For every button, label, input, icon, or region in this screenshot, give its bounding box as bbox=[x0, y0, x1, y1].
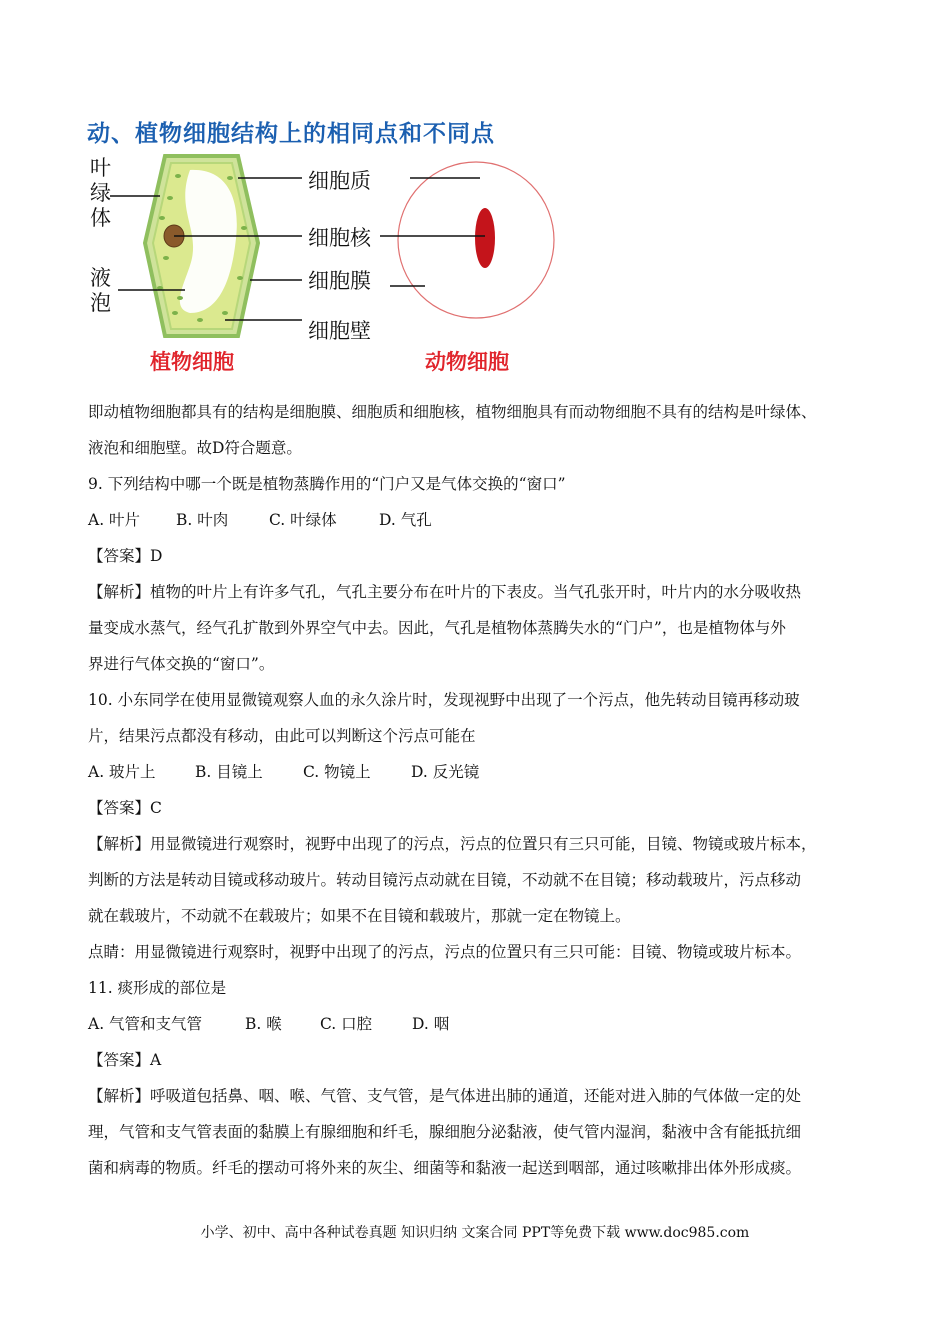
label-vacuole-2: 泡 bbox=[90, 291, 111, 315]
caption-animal-cell: 动物细胞 bbox=[425, 350, 509, 374]
label-nucleus: 细胞核 bbox=[308, 226, 371, 250]
q11-option-b: B. 喉 bbox=[245, 1015, 282, 1033]
caption-plant-cell: 植物细胞 bbox=[150, 350, 234, 374]
q9-stem: 9. 下列结构中哪一个既是植物蒸腾作用的“门户又是气体交换的“窗口” bbox=[88, 475, 566, 493]
intro-line-1: 即动植物细胞都具有的结构是细胞膜、细胞质和细胞核，植物细胞具有而动物细胞不具有的结构是叶绿体、 bbox=[88, 403, 817, 421]
q10-tip: 点睛：用显微镜进行观察时，视野中出现了的污点，污点的位置只有三只可能：目镜、物镜或玻片标本。 bbox=[88, 943, 802, 961]
q9-answer: 【答案】D bbox=[88, 547, 163, 565]
label-membrane: 细胞膜 bbox=[308, 269, 371, 293]
q9-analysis-1: 【解析】植物的叶片上有许多气孔，气孔主要分布在叶片的下表皮。当气孔张开时，叶片内的水分吸收热 bbox=[88, 583, 802, 601]
q11-analysis-3: 菌和病毒的物质。纤毛的摆动可将外来的灰尘、细菌等和黏液一起送到咽部，通过咳嗽排出体外形成痰。 bbox=[88, 1159, 802, 1177]
label-chloroplast-2: 绿 bbox=[90, 181, 111, 205]
q10-option-d: D. 反光镜 bbox=[411, 763, 480, 781]
q11-option-c: C. 口腔 bbox=[320, 1015, 373, 1033]
q10-analysis-1: 【解析】用显微镜进行观察时，视野中出现了的污点，污点的位置只有三只可能，目镜、物镜或玻片标本， bbox=[88, 835, 817, 853]
cell-comparison-figure bbox=[80, 108, 580, 383]
animal-nucleus bbox=[475, 208, 495, 268]
q11-analysis-1: 【解析】呼吸道包括鼻、咽、喉、气管、支气管，是气体进出肺的通道，还能对进入肺的气体做一定的处 bbox=[88, 1087, 802, 1105]
q9-analysis-2: 量变成水蒸气，经气孔扩散到外界空气中去。因此，气孔是植物体蒸腾失水的“门户”，也是植物体与外 bbox=[88, 619, 786, 637]
q10-option-c: C. 物镜上 bbox=[303, 763, 371, 781]
label-chloroplast bbox=[90, 156, 111, 231]
label-chloroplast-1: 叶 bbox=[90, 156, 111, 180]
q9-option-d: D. 气孔 bbox=[379, 511, 432, 529]
q10-stem-1: 10. 小东同学在使用显微镜观察人血的永久涂片时，发现视野中出现了一个污点，他先转动目镜再移动玻 bbox=[88, 691, 800, 709]
q10-analysis-2: 判断的方法是转动目镜或移动玻片。转动目镜污点动就在目镜，不动就不在目镜；移动载玻片，污点移动 bbox=[88, 871, 802, 889]
q10-option-b: B. 目镜上 bbox=[195, 763, 263, 781]
q11-analysis-2: 理，气管和支气管表面的黏膜上有腺细胞和纤毛，腺细胞分泌黏液，使气管内湿润，黏液中含有能抵抗细 bbox=[88, 1123, 802, 1141]
q10-options bbox=[88, 762, 878, 782]
q9-option-b: B. 叶肉 bbox=[176, 511, 229, 529]
label-vacuole bbox=[90, 266, 111, 316]
label-cytoplasm: 细胞质 bbox=[308, 169, 371, 193]
document-body bbox=[88, 402, 878, 1194]
label-wall: 细胞壁 bbox=[308, 319, 371, 343]
figure-title: 动、植物细胞结构上的相同点和不同点 bbox=[87, 121, 495, 147]
q11-option-a: A. 气管和支气管 bbox=[88, 1015, 203, 1033]
q11-answer: 【答案】A bbox=[88, 1051, 162, 1069]
q11-option-d: D. 咽 bbox=[412, 1015, 450, 1033]
page-footer: 小学、初中、高中各种试卷真题 知识归纳 文案合同 PPT等免费下载 www.doc985.com bbox=[200, 1225, 750, 1241]
q11-stem: 11. 痰形成的部位是 bbox=[88, 979, 227, 997]
q9-option-a: A. 叶片 bbox=[88, 511, 141, 529]
q10-answer: 【答案】C bbox=[88, 799, 162, 817]
label-chloroplast-3: 体 bbox=[90, 206, 111, 230]
intro-line-2: 液泡和细胞壁。故D符合题意。 bbox=[88, 439, 302, 457]
q9-analysis-3: 界进行气体交换的“窗口”。 bbox=[88, 655, 275, 673]
label-vacuole-1: 液 bbox=[90, 266, 111, 290]
q9-option-c: C. 叶绿体 bbox=[269, 511, 337, 529]
q10-stem-2: 片，结果污点都没有移动，由此可以判断这个污点可能在 bbox=[88, 727, 476, 745]
q10-option-a: A. 玻片上 bbox=[88, 763, 156, 781]
q10-analysis-3: 就在载玻片，不动就不在载玻片；如果不在目镜和载玻片，那就一定在物镜上。 bbox=[88, 907, 631, 925]
q9-options bbox=[88, 510, 878, 530]
q11-options bbox=[88, 1014, 878, 1034]
